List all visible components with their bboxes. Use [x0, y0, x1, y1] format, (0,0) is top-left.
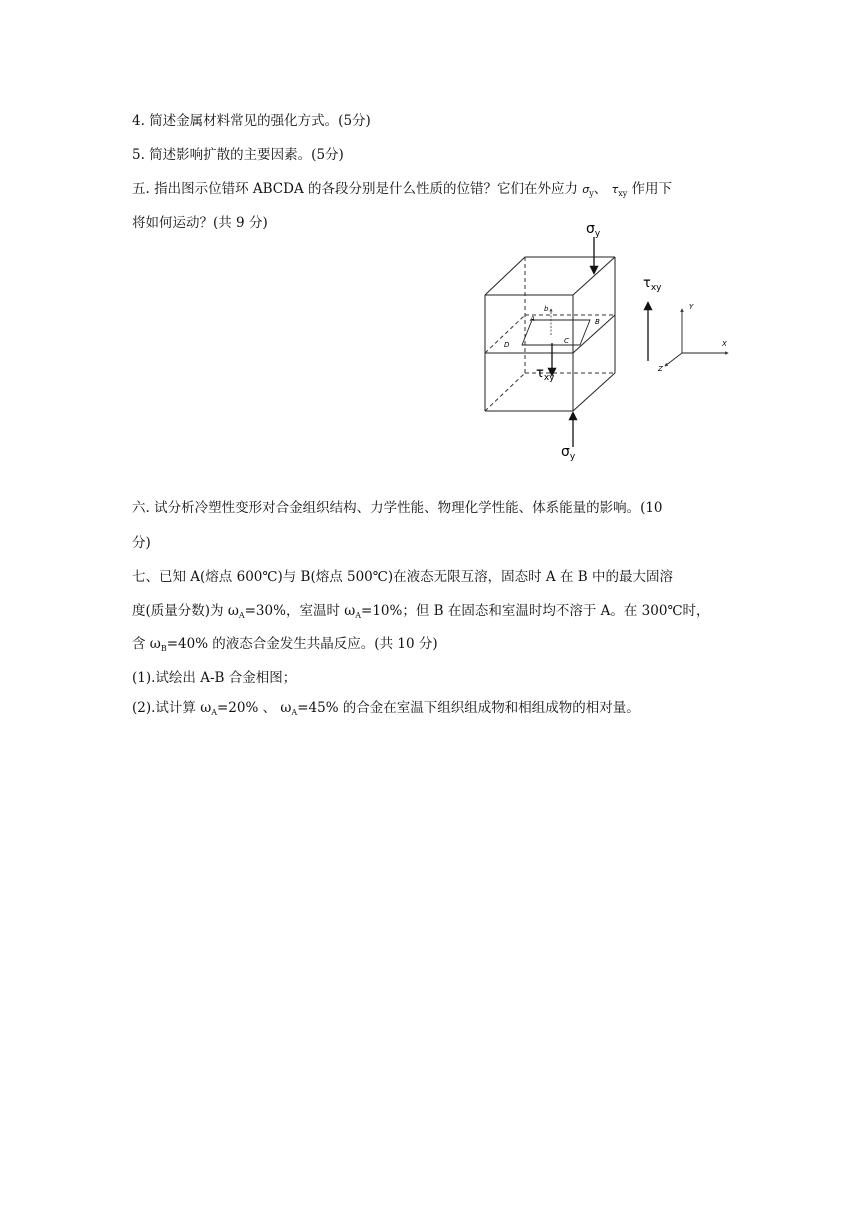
question-seven-text-b: 度(质量分数)为 ω [132, 603, 239, 619]
question-seven-text-d: =10%；但 B 在固态和室温时均不溶于 A。在 300℃时， [361, 603, 710, 619]
label-A: A [530, 315, 535, 323]
dislocation-figure-svg [470, 215, 760, 465]
coordinate-axes [665, 309, 728, 366]
question-five-text-b: 作用下 [627, 181, 673, 197]
question-five-text-c: 将如何运动？(共 9 分) [132, 215, 268, 231]
question-six-text-b: 分) [132, 535, 151, 551]
question-5 [132, 145, 344, 165]
question-4 [132, 111, 371, 131]
sigma-subscript: y [589, 189, 594, 198]
part-1-text: (1).试绘出 A-B 合金相图； [132, 670, 297, 686]
label-b: b [544, 305, 549, 313]
tau-subscript: xy [618, 189, 628, 198]
cube-edges [485, 257, 615, 411]
axis-y-label: Y [689, 303, 694, 311]
sigma-bottom-symbol: $\sigma_y$ [561, 444, 576, 462]
label-D: D [504, 341, 510, 349]
cube-hidden-edges [485, 257, 615, 411]
omega-subscript-5: A [291, 708, 298, 717]
question-five-line2 [132, 213, 268, 233]
part-2-text-b: =20% 、 ω [217, 700, 292, 716]
part-2-text-a: (2).试计算 ω [132, 700, 212, 716]
axis-x-label: X [722, 340, 727, 348]
question-seven-line1 [132, 567, 673, 587]
question-five-text-a: 五. 指出图示位错环 ABCDA 的各段分别是什么性质的位错？它们在外应力 [132, 181, 583, 197]
dislocation-loop [522, 320, 590, 345]
label-B: B [595, 318, 600, 326]
sigma-symbol: σ [582, 183, 590, 196]
label-C: C [564, 337, 569, 345]
axis-z-label: Z [658, 365, 663, 373]
question-seven-text-e: 含 ω [132, 636, 161, 652]
tau-right-symbol: $\tau_{xy}$ [643, 276, 662, 293]
question-six-line2 [132, 533, 151, 553]
part-2-text-c: =45% 的合金在室温下组织组成物和相组成物的相对量。 [297, 700, 640, 716]
question-seven-line2 [132, 601, 710, 626]
question-4-text: 4. 简述金属材料常见的强化方式。(5分) [132, 113, 371, 129]
question-six-text-a: 六. 试分析冷塑性变形对合金组织结构、力学性能、物理化学性能、体系能量的影响。(10 [132, 500, 663, 516]
question-seven-text-f: =40% 的液态合金发生共晶反应。(共 10 分) [166, 636, 438, 652]
omega-subscript-1: A [238, 611, 245, 620]
question-seven-text-a: 七、已知 A(熔点 600℃)与 B(熔点 500℃)在液态无限互溶，固态时 A 在 B 中的最大固溶 [132, 569, 673, 585]
tau-inner-symbol: $\tau_{xy}$ [536, 366, 555, 383]
question-five-line1 [132, 179, 672, 204]
omega-subscript-3: B [160, 644, 167, 653]
omega-subscript-2: A [355, 611, 362, 620]
dislocation-loop-figure [470, 215, 760, 469]
sigma-top-symbol: $\sigma_y$ [586, 221, 601, 239]
question-six-line1 [132, 498, 663, 518]
symbol-separator: 、 [593, 181, 612, 197]
question-seven-part2 [132, 698, 640, 723]
question-seven-line3 [132, 634, 438, 659]
tau-symbol: τ [611, 183, 619, 196]
question-seven-text-c: =30%，室温时 ω [244, 603, 356, 619]
question-5-text: 5. 简述影响扩散的主要因素。(5分) [132, 147, 344, 163]
omega-subscript-4: A [211, 708, 217, 717]
question-seven-part1 [132, 668, 296, 688]
